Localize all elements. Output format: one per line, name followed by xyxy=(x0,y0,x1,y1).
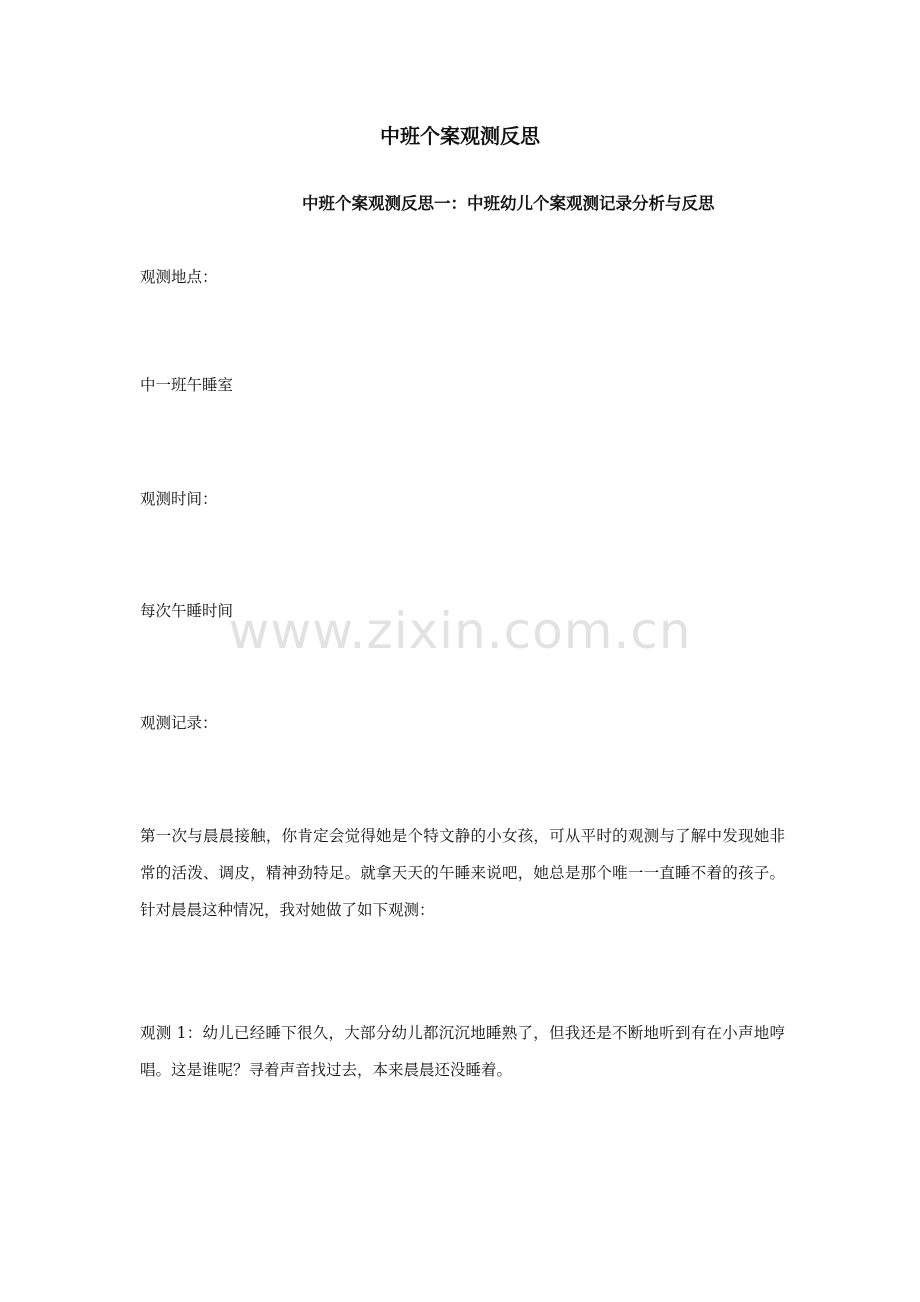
document-subtitle: 中班个案观测反思一：中班幼儿个案观测记录分析与反思 xyxy=(302,194,715,213)
watermark: www.zixin.com.cn xyxy=(228,602,692,660)
observation-1-paragraph: 观测 1：幼儿已经睡下很久，大部分幼儿都沉沉地睡熟了，但我还是不断地听到有在小声地哼唱。这是谁呢？寻着声音找过去，本来晨晨还没睡着。 xyxy=(140,1024,785,1079)
label-observation-time: 观测时间： xyxy=(140,490,218,508)
label-observation-record: 观测记录： xyxy=(140,714,218,732)
record-intro-paragraph: 第一次与晨晨接触，你肯定会觉得她是个特文静的小女孩，可从平时的观测与了解中发现她非常的活泼、调皮，精神劲特足。就拿天天的午睡来说吧，她总是那个唯一一直睡不着的孩子。针对晨晨这种情况，我对她做了如下观测： xyxy=(140,827,785,919)
observation-time-value: 每次午睡时间 xyxy=(140,602,234,620)
document-title: 中班个案观测反思 xyxy=(380,124,540,148)
observation-location-value: 中一班午睡室 xyxy=(140,376,234,394)
label-observation-location: 观测地点： xyxy=(140,268,218,286)
